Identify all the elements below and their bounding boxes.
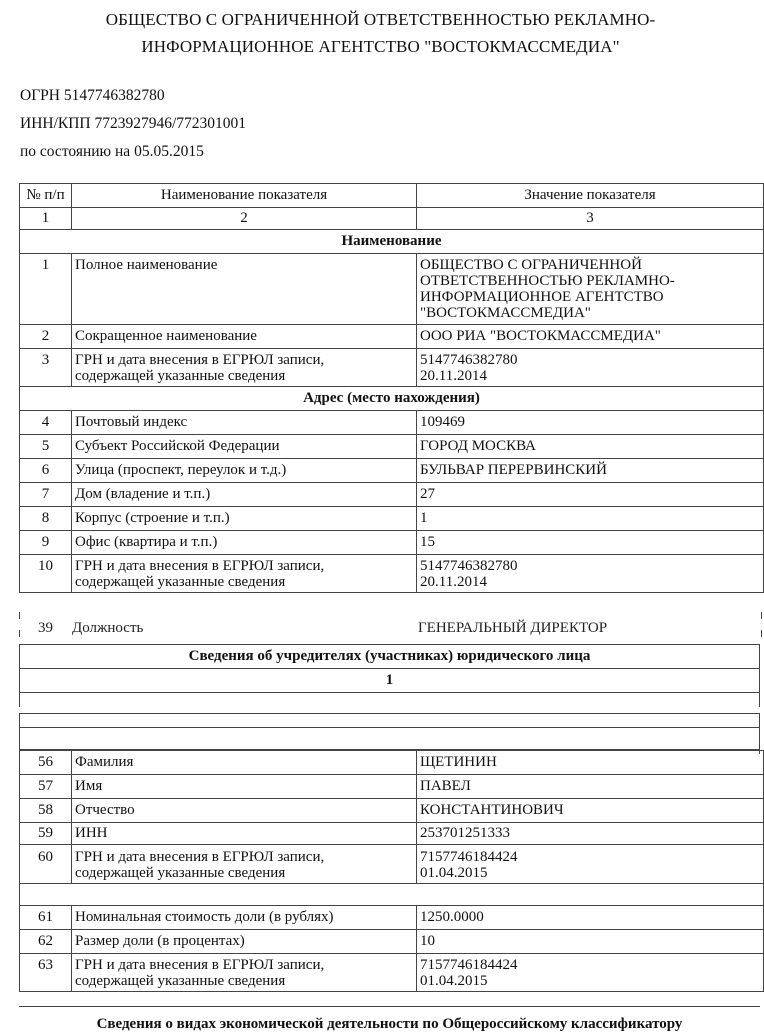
- clipped-row-39: [19, 620, 762, 637]
- col-indicator-header: Наименование показателя: [72, 184, 417, 208]
- row-number: 62: [20, 930, 72, 954]
- row-label: [72, 555, 417, 593]
- row-number: 57: [20, 775, 72, 799]
- row-number: 10: [20, 555, 72, 593]
- row-label: Имя: [72, 775, 417, 799]
- row-number: 5: [20, 435, 72, 459]
- row-label: Дом (владение и т.п.): [72, 483, 417, 507]
- document-title: [0, 6, 761, 60]
- row-label: Должность: [72, 620, 144, 636]
- table-row: [20, 483, 764, 507]
- table-row: [20, 254, 764, 325]
- label-line: содержащей указанные сведения: [75, 865, 286, 881]
- row-number: 7: [20, 483, 72, 507]
- table-row: [20, 906, 764, 930]
- table-row: [20, 459, 764, 483]
- table-gap-strip: [19, 612, 762, 619]
- col-index-3: 3: [417, 208, 764, 230]
- row-value: [417, 954, 764, 992]
- row-label: Сокращенное наименование: [72, 325, 417, 349]
- row-value: ГЕНЕРАЛЬНЫЙ ДИРЕКТОР: [418, 620, 608, 636]
- row-value: [417, 349, 764, 387]
- row-label: ИНН: [72, 823, 417, 845]
- row-label: Отчество: [72, 799, 417, 823]
- founder-details-table: [19, 750, 760, 992]
- row-label: Полное наименование: [72, 254, 417, 325]
- row-label: Фамилия: [72, 751, 417, 775]
- row-label: Номинальная стоимость доли (в рублях): [72, 906, 417, 930]
- title-line-2: ИНФОРМАЦИОННОЕ АГЕНТСТВО "ВОСТОКМАССМЕДИА": [141, 37, 620, 56]
- row-number: 3: [20, 349, 72, 387]
- empty-row: [20, 728, 760, 750]
- value-line: ИНФОРМАЦИОННОЕ АГЕНТСТВО: [420, 289, 664, 305]
- col-index-1: 1: [20, 208, 72, 230]
- founder-index-row: [20, 669, 760, 693]
- row-value: ГОРОД МОСКВА: [417, 435, 764, 459]
- row-number: 63: [20, 954, 72, 992]
- row-value: 10: [417, 930, 764, 954]
- table-row: [20, 954, 764, 992]
- value-line: 01.04.2015: [420, 973, 488, 989]
- value-line: 7157746184424: [420, 957, 518, 973]
- row-label: Почтовый индекс: [72, 411, 417, 435]
- table-row: [20, 531, 764, 555]
- label-line: ГРН и дата внесения в ЕГРЮЛ записи,: [75, 957, 325, 973]
- row-number: 60: [20, 845, 72, 884]
- row-number: 8: [20, 507, 72, 531]
- clipped-section-text: Сведения о видах экономической деятельности по Общероссийскому классификатору: [96, 1016, 683, 1032]
- row-number: 59: [20, 823, 72, 845]
- row-label: [72, 954, 417, 992]
- ogrn-line: ОГРН 5147746382780: [20, 87, 165, 104]
- title-line-1: ОБЩЕСТВО С ОГРАНИЧЕННОЙ ОТВЕТСТВЕННОСТЬЮ РЕКЛАМНО-: [105, 10, 656, 29]
- label-line: ГРН и дата внесения в ЕГРЮЛ записи,: [75, 352, 325, 368]
- row-value: [417, 555, 764, 593]
- row-number: 1: [20, 254, 72, 325]
- value-line: 5147746382780: [420, 558, 518, 574]
- row-number: 39: [38, 620, 53, 636]
- founder-person-block: [19, 713, 760, 754]
- label-line: ГРН и дата внесения в ЕГРЮЛ записи,: [75, 558, 325, 574]
- row-value: ООО РИА "ВОСТОКМАССМЕДИА": [417, 325, 764, 349]
- table-row: [20, 775, 764, 799]
- row-value: 15: [417, 531, 764, 555]
- row-number: 9: [20, 531, 72, 555]
- value-line: 5147746382780: [420, 352, 518, 368]
- founder-index: 1: [20, 669, 760, 693]
- section-name-title: Наименование: [20, 230, 764, 254]
- row-value: 1250.0000: [417, 906, 764, 930]
- row-number: 2: [20, 325, 72, 349]
- founders-section: [19, 644, 760, 707]
- table-row: [20, 435, 764, 459]
- value-line: 7157746184424: [420, 849, 518, 865]
- table-row: [20, 349, 764, 387]
- table-row: [20, 799, 764, 823]
- col-number-header: № п/п: [20, 184, 72, 208]
- table-header-row: [20, 184, 764, 208]
- row-value: БУЛЬВАР ПЕРЕРВИНСКИЙ: [417, 459, 764, 483]
- value-line: "ВОСТОКМАССМЕДИА": [420, 305, 591, 321]
- table-row: [20, 507, 764, 531]
- value-line: 20.11.2014: [420, 574, 487, 590]
- value-line: 20.11.2014: [420, 368, 487, 384]
- label-line: ГРН и дата внесения в ЕГРЮЛ записи,: [75, 849, 325, 865]
- row-value: 1: [417, 507, 764, 531]
- table-row: [20, 555, 764, 593]
- egrul-table-top: [19, 183, 760, 593]
- row-number: 4: [20, 411, 72, 435]
- col-value-header: Значение показателя: [417, 184, 764, 208]
- as-of-date-line: по состоянию на 05.05.2015: [20, 143, 204, 160]
- label-line: содержащей указанные сведения: [75, 574, 286, 590]
- row-label: Корпус (строение и т.п.): [72, 507, 417, 531]
- row-value: ПАВЕЛ: [417, 775, 764, 799]
- table-row: [20, 930, 764, 954]
- section-row: [20, 230, 764, 254]
- row-label: [72, 845, 417, 884]
- section-address-title: Адрес (место нахождения): [20, 387, 764, 411]
- table-row: [20, 751, 764, 775]
- row-value: 27: [417, 483, 764, 507]
- col-index-2: 2: [72, 208, 417, 230]
- table-row: [20, 411, 764, 435]
- value-line: ОБЩЕСТВО С ОГРАНИЧЕННОЙ: [420, 257, 642, 273]
- row-label: [72, 349, 417, 387]
- table-row: [20, 845, 764, 884]
- table-row: [20, 823, 764, 845]
- row-number: 58: [20, 799, 72, 823]
- section-founders-title: Сведения об учредителях (участниках) юридического лица: [20, 645, 760, 669]
- row-label: Размер доли (в процентах): [72, 930, 417, 954]
- row-value: [417, 254, 764, 325]
- row-value: 109469: [417, 411, 764, 435]
- table-row: [20, 325, 764, 349]
- row-value: 253701251333: [417, 823, 764, 845]
- clipped-section-title: [19, 1006, 760, 1032]
- row-value: [417, 845, 764, 884]
- section-row: [20, 645, 760, 669]
- row-number: 56: [20, 751, 72, 775]
- row-value: ЩЕТИНИН: [417, 751, 764, 775]
- value-line: 01.04.2015: [420, 865, 488, 881]
- label-line: содержащей указанные сведения: [75, 973, 286, 989]
- row-number: 61: [20, 906, 72, 930]
- row-number: 6: [20, 459, 72, 483]
- empty-row: [20, 714, 760, 728]
- row-label: Субъект Российской Федерации: [72, 435, 417, 459]
- inn-kpp-line: ИНН/КПП 7723927946/772301001: [20, 115, 247, 132]
- row-value: КОНСТАНТИНОВИЧ: [417, 799, 764, 823]
- row-label: Улица (проспект, переулок и т.д.): [72, 459, 417, 483]
- value-line: ОТВЕТСТВЕННОСТЬЮ РЕКЛАМНО-: [420, 273, 675, 289]
- row-label: Офис (квартира и т.п.): [72, 531, 417, 555]
- empty-row: [20, 884, 764, 906]
- empty-row: [20, 693, 760, 707]
- section-row: [20, 387, 764, 411]
- label-line: содержащей указанные сведения: [75, 368, 286, 384]
- column-index-row: [20, 208, 764, 230]
